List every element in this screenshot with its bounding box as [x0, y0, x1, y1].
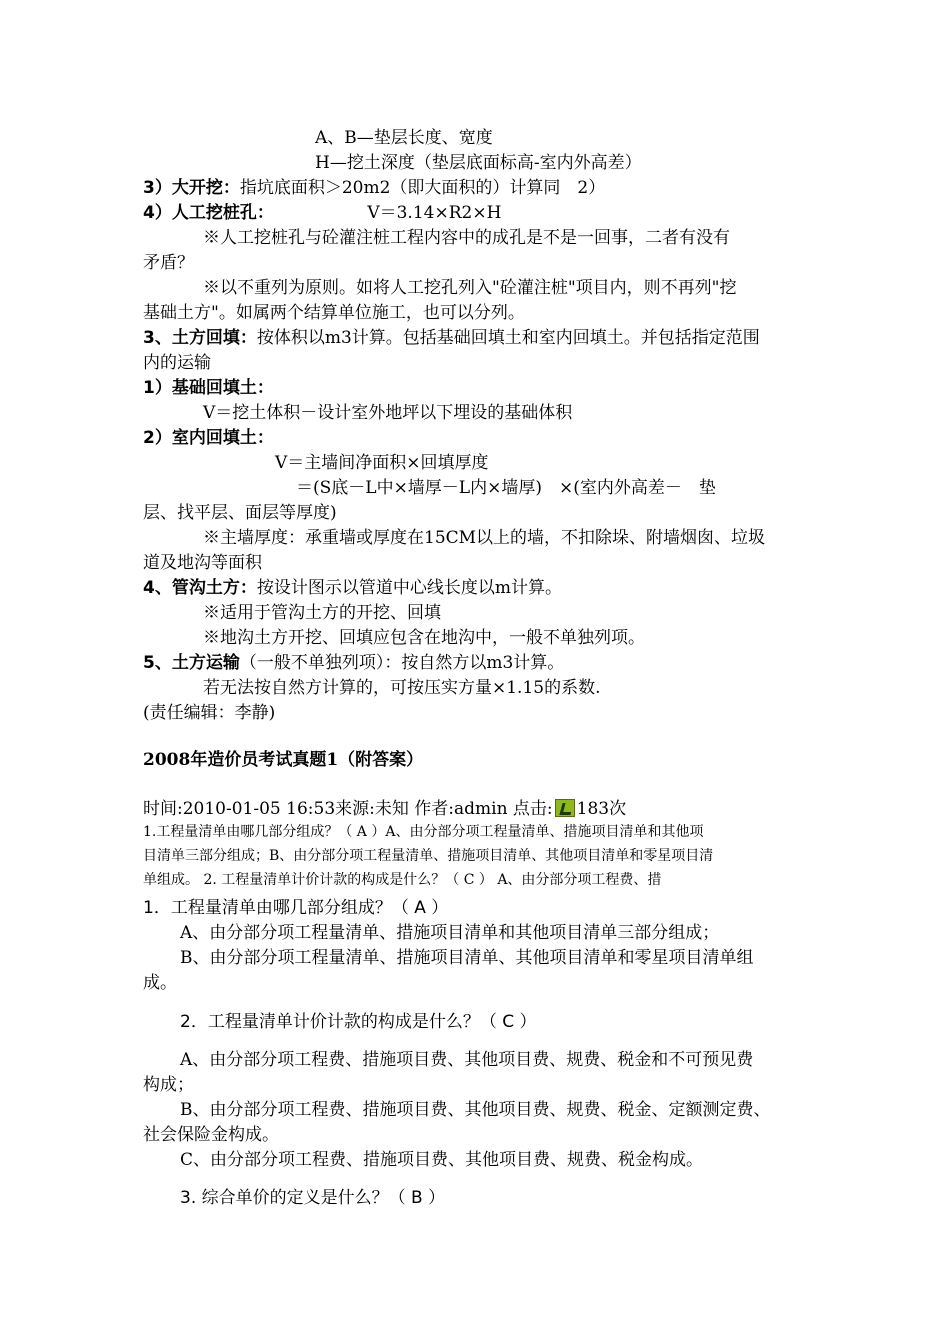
article-meta	[143, 797, 626, 821]
answer-option: A、由分部分项工程量清单、措施项目清单和其他项目清单三部分组成；	[180, 923, 720, 943]
question: 3. 综合单价的定义是什么？（ B ）	[180, 1188, 446, 1208]
answer-option: C、由分部分项工程费、措施项目费、其他项目费、规费、税金构成。	[180, 1150, 704, 1170]
text-fragment: 按体积以m3计算。包括基础回填土和室内回填土。并包括指定范围	[256, 328, 760, 348]
answer-option: A、由分部分项工程费、措施项目费、其他项目费、规费、税金和不可预见费	[180, 1050, 754, 1070]
section-heading: 4、管沟土方：	[143, 578, 257, 598]
click-count: 183次	[576, 799, 627, 819]
question: 2．工程量清单计价计款的构成是什么？（ C ）	[180, 1012, 537, 1032]
text-line: ※适用于管沟土方的开挖、回填	[203, 603, 441, 623]
section-heading: 4）人工挖桩孔：	[143, 203, 266, 223]
text-line: ※人工挖桩孔与砼灌注桩工程内容中的成孔是不是一回事，二者有没有	[203, 228, 730, 248]
text-fragment: （一般不单独列项）：按自然方以m3计算。	[239, 653, 565, 673]
section-heading: 1）基础回填土：	[143, 378, 274, 398]
summary-line: 单组成。 2. 工程量清单计价计款的构成是什么？（ C ） A、由分部分项工程费、措	[143, 872, 662, 888]
answer-option: B、由分部分项工程费、措施项目费、其他项目费、规费、税金、定额测定费、	[180, 1100, 771, 1120]
text-line: 道及地沟等面积	[143, 553, 262, 573]
text-line: V＝挖土体积－设计室外地坪以下埋设的基础体积	[203, 403, 573, 423]
summary-line: 1.工程量清单由哪几部分组成？（ A ）A、由分部分项工程量清单、措施项目清单和其他项	[143, 824, 704, 840]
text-fragment: 按设计图示以管道中心线长度以m计算。	[256, 578, 562, 598]
text-line: ※主墙厚度：承重墙或厚度在15CM以上的墙，不扣除垛、附墙烟囱、垃圾	[203, 528, 766, 548]
text-line	[143, 176, 605, 200]
text-line	[143, 201, 501, 225]
text-line: 若无法按自然方计算的，可按压实方量×1.15的系数.	[203, 678, 601, 698]
summary-line: 目清单三部分组成；B、由分部分项工程量清单、措施项目清单、其他项目清单和零星项目清	[143, 848, 714, 864]
text-line: ※以不重列为原则。如将人工挖孔列入"砼灌注桩"项目内，则不再列"挖	[203, 278, 737, 298]
section-heading: 3）大开挖：	[143, 178, 240, 198]
text-line	[143, 326, 760, 350]
article-title[interactable]: 2008年造价员考试真题1（附答案）	[143, 750, 424, 770]
text-line	[143, 576, 562, 600]
text-line: 内的运输	[143, 353, 211, 373]
question: 1．工程量清单由哪几部分组成？（ A ）	[143, 898, 449, 918]
text-line: ※地沟土方开挖、回填应包含在地沟中，一般不单独列项。	[203, 628, 645, 648]
section-heading: 2）室内回填土：	[143, 428, 274, 448]
text-line: V＝主墙间净面积×回填厚度	[275, 453, 489, 473]
editor-credit: (责任编辑：李静)	[143, 703, 276, 723]
text-line	[143, 651, 564, 675]
click-counter-icon	[555, 799, 575, 817]
text-line: A、B—垫层长度、宽度	[315, 128, 493, 148]
text-fragment: V＝3.14×R2×H	[265, 203, 502, 223]
section-heading: 5、土方运输	[143, 653, 240, 673]
answer-option-cont: 成。	[143, 973, 177, 993]
meta-text: 时间:2010-01-05 16:53来源:未知 作者:admin 点击:	[143, 799, 553, 819]
text-line: ＝(S底－L中×墙厚－L内×墙厚) ×(室内外高差－ 垫	[296, 478, 716, 498]
text-line: 矛盾？	[143, 253, 194, 273]
answer-option-cont: 构成；	[143, 1075, 194, 1095]
answer-option-cont: 社会保险金构成。	[143, 1125, 279, 1145]
text-line: 层、找平层、面层等厚度)	[143, 503, 337, 523]
text-fragment: 指坑底面积＞20m2（即大面积的）计算同 2）	[239, 178, 606, 198]
answer-option: B、由分部分项工程量清单、措施项目清单、其他项目清单和零星项目清单组	[180, 948, 754, 968]
text-line: 基础土方"。如属两个结算单位施工，也可以分列。	[143, 303, 525, 323]
text-line: H—挖土深度（垫层底面标高-室内外高差）	[315, 153, 642, 173]
section-heading: 3、土方回填：	[143, 328, 257, 348]
